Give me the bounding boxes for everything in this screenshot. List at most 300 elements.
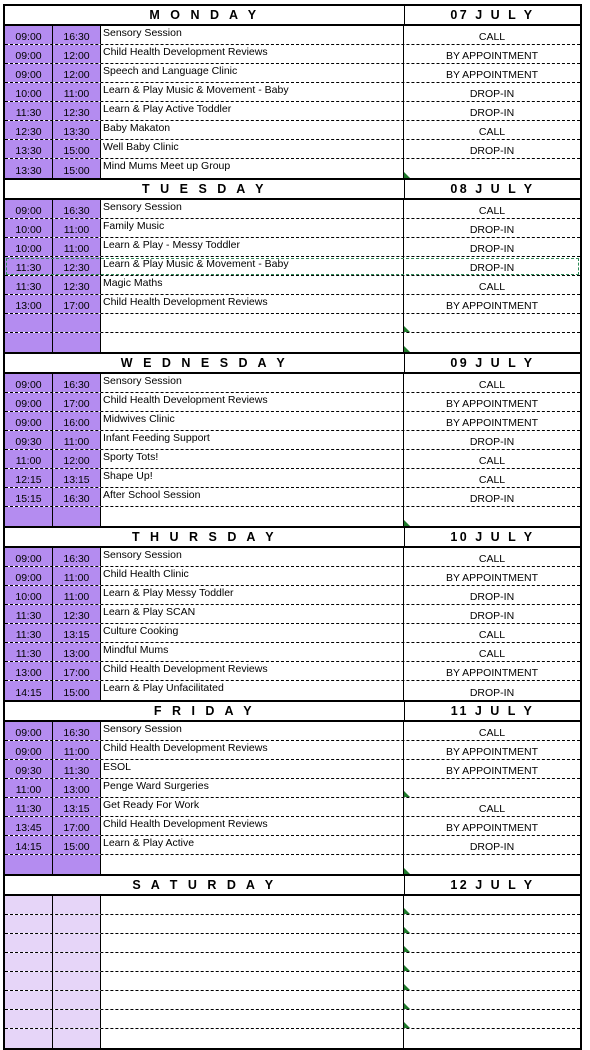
- end-time-cell[interactable]: [53, 798, 101, 816]
- booking-cell[interactable]: [404, 934, 580, 952]
- start-time-cell[interactable]: [5, 121, 53, 139]
- start-time-cell[interactable]: [5, 836, 53, 854]
- activity-cell-text: Mindful Mums: [103, 644, 169, 656]
- booking-cell[interactable]: [404, 605, 580, 623]
- activity-cell[interactable]: [101, 741, 404, 759]
- end-time-cell[interactable]: [53, 722, 101, 740]
- booking-cell[interactable]: [404, 798, 580, 816]
- start-time-cell[interactable]: [5, 953, 53, 971]
- day-date[interactable]: 12 J U L Y: [450, 878, 535, 892]
- end-time-cell[interactable]: [53, 760, 101, 778]
- end-time-cell-text: 13:15: [63, 803, 90, 815]
- activity-cell[interactable]: [101, 64, 404, 82]
- start-time-cell-text: 09:00: [15, 379, 42, 391]
- start-time-cell-text: 11:30: [15, 803, 42, 815]
- end-time-cell[interactable]: [53, 140, 101, 158]
- schedule-row: [5, 779, 580, 798]
- booking-cell-text: BY APPOINTMENT: [446, 50, 538, 62]
- booking-cell-text: DROP-IN: [469, 591, 515, 603]
- booking-cell[interactable]: [404, 624, 580, 642]
- schedule-row: [5, 1029, 580, 1048]
- booking-cell[interactable]: [404, 643, 580, 661]
- schedule-row: [5, 934, 580, 953]
- activity-cell[interactable]: [101, 896, 404, 914]
- end-time-cell[interactable]: [53, 681, 101, 700]
- end-time-cell[interactable]: [53, 200, 101, 218]
- end-time-cell[interactable]: [53, 26, 101, 44]
- booking-cell-text: CALL: [478, 803, 506, 815]
- activity-cell-text: After School Session: [103, 489, 201, 501]
- end-time-cell-text: 11:00: [63, 436, 90, 448]
- start-time-cell-text: 11:30: [15, 629, 42, 641]
- start-time-cell-text: 09:00: [15, 205, 42, 217]
- booking-cell[interactable]: [404, 681, 580, 700]
- start-time-cell[interactable]: [5, 412, 53, 430]
- activity-cell-text: Child Health Development Reviews: [103, 742, 268, 754]
- booking-cell-text: CALL: [478, 126, 506, 138]
- end-time-cell[interactable]: [53, 567, 101, 585]
- start-time-cell-text: 09:00: [15, 746, 42, 758]
- booking-cell[interactable]: [404, 488, 580, 506]
- end-time-cell[interactable]: [53, 896, 101, 914]
- booking-cell[interactable]: [404, 779, 580, 797]
- schedule-row: [5, 295, 580, 314]
- schedule-row: [5, 953, 580, 972]
- start-time-cell[interactable]: [5, 624, 53, 642]
- booking-cell[interactable]: [404, 548, 580, 566]
- activity-cell-text: Get Ready For Work: [103, 799, 200, 811]
- end-time-cell[interactable]: [53, 83, 101, 101]
- schedule-row: [5, 159, 580, 178]
- start-time-cell[interactable]: [5, 374, 53, 392]
- start-time-cell-text: 09:00: [15, 69, 42, 81]
- booking-cell[interactable]: [404, 257, 580, 275]
- end-time-cell[interactable]: [53, 159, 101, 178]
- end-time-cell-text: 11:00: [63, 224, 90, 236]
- activity-cell-text: Learn & Play Music & Movement - Baby: [103, 258, 289, 270]
- start-time-cell[interactable]: [5, 469, 53, 487]
- end-time-cell[interactable]: [53, 469, 101, 487]
- booking-cell[interactable]: [404, 431, 580, 449]
- start-time-cell[interactable]: [5, 450, 53, 468]
- activity-cell[interactable]: [101, 450, 404, 468]
- activity-cell[interactable]: [101, 412, 404, 430]
- booking-cell[interactable]: [404, 567, 580, 585]
- cell-comment-flag-icon: [404, 1003, 410, 1009]
- booking-cell[interactable]: [404, 295, 580, 313]
- end-time-cell-text: 15:00: [63, 841, 90, 853]
- start-time-cell[interactable]: [5, 586, 53, 604]
- start-time-cell[interactable]: [5, 257, 53, 275]
- day-date[interactable]: 10 J U L Y: [450, 530, 535, 544]
- activity-cell[interactable]: [101, 314, 404, 332]
- end-time-cell[interactable]: [53, 934, 101, 952]
- start-time-cell[interactable]: [5, 681, 53, 700]
- booking-cell[interactable]: [404, 159, 580, 178]
- booking-cell-text: CALL: [478, 31, 506, 43]
- start-time-cell[interactable]: [5, 200, 53, 218]
- end-time-cell-text: 12:00: [63, 69, 90, 81]
- activity-cell[interactable]: [101, 488, 404, 506]
- end-time-cell[interactable]: [53, 102, 101, 120]
- start-time-cell[interactable]: [5, 333, 53, 352]
- booking-cell[interactable]: [404, 507, 580, 526]
- start-time-cell[interactable]: [5, 219, 53, 237]
- start-time-cell-text: 10:00: [15, 224, 42, 236]
- activity-cell[interactable]: [101, 276, 404, 294]
- cell-comment-flag-icon: [404, 965, 410, 971]
- day-header: [5, 702, 580, 722]
- activity-cell[interactable]: [101, 469, 404, 487]
- activity-cell[interactable]: [101, 140, 404, 158]
- cell-comment-flag-icon: [404, 172, 410, 178]
- activity-cell[interactable]: [101, 1029, 404, 1048]
- end-time-cell[interactable]: [53, 431, 101, 449]
- activity-cell[interactable]: [101, 722, 404, 740]
- end-time-cell[interactable]: [53, 121, 101, 139]
- activity-cell[interactable]: [101, 238, 404, 256]
- booking-cell[interactable]: [404, 140, 580, 158]
- start-time-cell[interactable]: [5, 915, 53, 933]
- activity-cell[interactable]: [101, 102, 404, 120]
- day-name[interactable]: T H U R S D A Y: [5, 528, 405, 546]
- cell-comment-flag-icon: [404, 1022, 410, 1028]
- cell-comment-flag-icon: [404, 927, 410, 933]
- activity-cell-text: Midwives Clinic: [103, 413, 175, 425]
- activity-cell-text: Shape Up!: [103, 470, 153, 482]
- start-time-cell-text: 15:15: [15, 493, 42, 505]
- end-time-cell[interactable]: [53, 817, 101, 835]
- schedule-row: [5, 393, 580, 412]
- start-time-cell[interactable]: [5, 314, 53, 332]
- start-time-cell[interactable]: [5, 140, 53, 158]
- activity-cell[interactable]: [101, 295, 404, 313]
- activity-cell-text: Learn & Play Unfacilitated: [103, 682, 224, 694]
- schedule-row: [5, 219, 580, 238]
- day-name[interactable]: M O N D A Y: [5, 6, 405, 24]
- schedule-row: [5, 643, 580, 662]
- start-time-cell[interactable]: [5, 741, 53, 759]
- schedule-row: [5, 836, 580, 855]
- booking-cell[interactable]: [404, 760, 580, 778]
- activity-cell[interactable]: [101, 431, 404, 449]
- booking-cell[interactable]: [404, 741, 580, 759]
- booking-cell[interactable]: [404, 586, 580, 604]
- start-time-cell[interactable]: [5, 83, 53, 101]
- start-time-cell[interactable]: [5, 972, 53, 990]
- end-time-cell[interactable]: [53, 488, 101, 506]
- activity-cell[interactable]: [101, 991, 404, 1009]
- day-date[interactable]: 07 J U L Y: [450, 8, 535, 22]
- end-time-cell[interactable]: [53, 855, 101, 874]
- start-time-cell[interactable]: [5, 507, 53, 526]
- activity-cell[interactable]: [101, 605, 404, 623]
- booking-cell[interactable]: [404, 855, 580, 874]
- day-name[interactable]: F R I D A Y: [5, 702, 405, 720]
- end-time-cell[interactable]: [53, 450, 101, 468]
- start-time-cell[interactable]: [5, 45, 53, 63]
- end-time-cell[interactable]: [53, 219, 101, 237]
- day-name[interactable]: S A T U R D A Y: [5, 876, 405, 894]
- start-time-cell-text: 09:00: [15, 31, 42, 43]
- booking-cell[interactable]: [404, 26, 580, 44]
- activity-cell[interactable]: [101, 953, 404, 971]
- activity-cell-text: Sensory Session: [103, 723, 182, 735]
- day-date[interactable]: 11 J U L Y: [450, 704, 535, 718]
- end-time-cell[interactable]: [53, 333, 101, 352]
- schedule-row: [5, 276, 580, 295]
- end-time-cell-text: 11:30: [63, 765, 90, 777]
- end-time-cell[interactable]: [53, 257, 101, 275]
- end-time-cell[interactable]: [53, 548, 101, 566]
- end-time-cell[interactable]: [53, 643, 101, 661]
- start-time-cell[interactable]: [5, 1010, 53, 1028]
- start-time-cell[interactable]: [5, 934, 53, 952]
- activity-cell[interactable]: [101, 83, 404, 101]
- booking-cell[interactable]: [404, 953, 580, 971]
- activity-cell[interactable]: [101, 934, 404, 952]
- booking-cell[interactable]: [404, 393, 580, 411]
- booking-cell[interactable]: [404, 450, 580, 468]
- schedule-row: [5, 488, 580, 507]
- activity-cell-text: Sensory Session: [103, 27, 182, 39]
- start-time-cell[interactable]: [5, 722, 53, 740]
- start-time-cell[interactable]: [5, 605, 53, 623]
- end-time-cell[interactable]: [53, 972, 101, 990]
- activity-cell[interactable]: [101, 681, 404, 700]
- activity-cell[interactable]: [101, 1010, 404, 1028]
- start-time-cell[interactable]: [5, 295, 53, 313]
- activity-cell[interactable]: [101, 915, 404, 933]
- activity-cell[interactable]: [101, 45, 404, 63]
- booking-cell[interactable]: [404, 200, 580, 218]
- booking-cell-text: DROP-IN: [469, 107, 515, 119]
- end-time-cell[interactable]: [53, 915, 101, 933]
- start-time-cell[interactable]: [5, 26, 53, 44]
- booking-cell[interactable]: [404, 45, 580, 63]
- activity-cell[interactable]: [101, 586, 404, 604]
- start-time-cell[interactable]: [5, 102, 53, 120]
- booking-cell[interactable]: [404, 333, 580, 352]
- end-time-cell-text: 11:00: [63, 88, 90, 100]
- activity-cell[interactable]: [101, 760, 404, 778]
- day-date[interactable]: 09 J U L Y: [450, 356, 535, 370]
- start-time-cell[interactable]: [5, 1029, 53, 1048]
- start-time-cell[interactable]: [5, 991, 53, 1009]
- booking-cell[interactable]: [404, 238, 580, 256]
- activity-cell[interactable]: [101, 257, 404, 275]
- booking-cell[interactable]: [404, 469, 580, 487]
- end-time-cell[interactable]: [53, 991, 101, 1009]
- end-time-cell[interactable]: [53, 64, 101, 82]
- end-time-cell-text: 16:30: [63, 553, 90, 565]
- booking-cell-text: BY APPOINTMENT: [446, 300, 538, 312]
- end-time-cell[interactable]: [53, 605, 101, 623]
- activity-cell[interactable]: [101, 779, 404, 797]
- day-header: [5, 180, 580, 200]
- schedule-row: [5, 64, 580, 83]
- start-time-cell[interactable]: [5, 896, 53, 914]
- booking-cell[interactable]: [404, 817, 580, 835]
- end-time-cell[interactable]: [53, 1010, 101, 1028]
- activity-cell[interactable]: [101, 200, 404, 218]
- activity-cell-text: Magic Maths: [103, 277, 163, 289]
- booking-cell-text: DROP-IN: [469, 687, 515, 699]
- schedule-row: [5, 741, 580, 760]
- cell-comment-flag-icon: [404, 984, 410, 990]
- activity-cell[interactable]: [101, 817, 404, 835]
- start-time-cell[interactable]: [5, 779, 53, 797]
- start-time-cell[interactable]: [5, 548, 53, 566]
- activity-cell-text: Culture Cooking: [103, 625, 179, 637]
- start-time-cell[interactable]: [5, 393, 53, 411]
- end-time-cell[interactable]: [53, 836, 101, 854]
- end-time-cell-text: 12:30: [63, 262, 90, 274]
- start-time-cell[interactable]: [5, 798, 53, 816]
- start-time-cell[interactable]: [5, 431, 53, 449]
- start-time-cell-text: 13:30: [15, 165, 42, 177]
- booking-cell[interactable]: [404, 276, 580, 294]
- booking-cell[interactable]: [404, 219, 580, 237]
- booking-cell-text: DROP-IN: [469, 841, 515, 853]
- activity-cell-text: Family Music: [103, 220, 165, 232]
- start-time-cell[interactable]: [5, 567, 53, 585]
- day-date[interactable]: 08 J U L Y: [450, 182, 535, 196]
- start-time-cell-text: 11:30: [15, 281, 42, 293]
- start-time-cell-text: 12:30: [15, 126, 42, 138]
- activity-cell[interactable]: [101, 219, 404, 237]
- booking-cell[interactable]: [404, 1029, 580, 1048]
- activity-cell[interactable]: [101, 159, 404, 178]
- schedule-row: [5, 855, 580, 874]
- activity-cell[interactable]: [101, 643, 404, 661]
- booking-cell-text: BY APPOINTMENT: [446, 822, 538, 834]
- booking-cell[interactable]: [404, 896, 580, 914]
- activity-cell[interactable]: [101, 798, 404, 816]
- end-time-cell[interactable]: [53, 393, 101, 411]
- booking-cell[interactable]: [404, 412, 580, 430]
- activity-cell-text: Learn & Play SCAN: [103, 606, 196, 618]
- end-time-cell[interactable]: [53, 1029, 101, 1048]
- schedule-row: [5, 333, 580, 352]
- activity-cell-text: Learn & Play Active: [103, 837, 195, 849]
- end-time-cell-text: 11:00: [63, 746, 90, 758]
- activity-cell-text: Baby Makaton: [103, 122, 171, 134]
- day-block: [5, 876, 580, 1048]
- start-time-cell[interactable]: [5, 817, 53, 835]
- booking-cell[interactable]: [404, 991, 580, 1009]
- activity-cell[interactable]: [101, 972, 404, 990]
- start-time-cell[interactable]: [5, 662, 53, 680]
- booking-cell[interactable]: [404, 915, 580, 933]
- start-time-cell[interactable]: [5, 643, 53, 661]
- booking-cell[interactable]: [404, 314, 580, 332]
- start-time-cell-text: 13:00: [15, 300, 42, 312]
- end-time-cell[interactable]: [53, 586, 101, 604]
- booking-cell[interactable]: [404, 102, 580, 120]
- end-time-cell[interactable]: [53, 624, 101, 642]
- end-time-cell[interactable]: [53, 779, 101, 797]
- activity-cell[interactable]: [101, 333, 404, 352]
- booking-cell[interactable]: [404, 836, 580, 854]
- activity-cell[interactable]: [101, 624, 404, 642]
- end-time-cell-text: 16:30: [63, 493, 90, 505]
- activity-cell[interactable]: [101, 662, 404, 680]
- activity-cell[interactable]: [101, 374, 404, 392]
- booking-cell-text: CALL: [478, 455, 506, 467]
- schedule-row: [5, 722, 580, 741]
- booking-cell-text: CALL: [478, 281, 506, 293]
- start-time-cell[interactable]: [5, 64, 53, 82]
- start-time-cell[interactable]: [5, 238, 53, 256]
- end-time-cell[interactable]: [53, 276, 101, 294]
- activity-cell-text: Child Health Development Reviews: [103, 296, 268, 308]
- schedule-row: [5, 548, 580, 567]
- activity-cell[interactable]: [101, 26, 404, 44]
- day-name[interactable]: W E D N E S D A Y: [5, 354, 405, 372]
- end-time-cell[interactable]: [53, 314, 101, 332]
- booking-cell[interactable]: [404, 374, 580, 392]
- booking-cell[interactable]: [404, 83, 580, 101]
- end-time-cell-text: 11:00: [63, 572, 90, 584]
- start-time-cell-text: 09:00: [15, 727, 42, 739]
- day-name[interactable]: T U E S D A Y: [5, 180, 405, 198]
- booking-cell[interactable]: [404, 1010, 580, 1028]
- start-time-cell[interactable]: [5, 276, 53, 294]
- activity-cell[interactable]: [101, 507, 404, 526]
- end-time-cell[interactable]: [53, 374, 101, 392]
- end-time-cell[interactable]: [53, 295, 101, 313]
- end-time-cell-text: 13:00: [63, 784, 90, 796]
- activity-cell-text: Sporty Tots!: [103, 451, 159, 463]
- activity-cell[interactable]: [101, 855, 404, 874]
- end-time-cell[interactable]: [53, 45, 101, 63]
- schedule-row: [5, 681, 580, 700]
- booking-cell[interactable]: [404, 64, 580, 82]
- end-time-cell[interactable]: [53, 507, 101, 526]
- end-time-cell[interactable]: [53, 412, 101, 430]
- activity-cell[interactable]: [101, 393, 404, 411]
- day-header: [5, 876, 580, 896]
- end-time-cell[interactable]: [53, 662, 101, 680]
- schedule-row: [5, 662, 580, 681]
- start-time-cell[interactable]: [5, 760, 53, 778]
- end-time-cell-text: 12:00: [63, 455, 90, 467]
- end-time-cell[interactable]: [53, 953, 101, 971]
- activity-cell-text: Learn & Play Active Toddler: [103, 103, 232, 115]
- schedule-row: [5, 972, 580, 991]
- start-time-cell[interactable]: [5, 855, 53, 874]
- end-time-cell-text: 11:00: [63, 243, 90, 255]
- activity-cell[interactable]: [101, 836, 404, 854]
- start-time-cell[interactable]: [5, 159, 53, 178]
- start-time-cell-text: 12:15: [15, 474, 42, 486]
- booking-cell[interactable]: [404, 972, 580, 990]
- schedule-row: [5, 26, 580, 45]
- booking-cell[interactable]: [404, 121, 580, 139]
- activity-cell[interactable]: [101, 121, 404, 139]
- end-time-cell[interactable]: [53, 741, 101, 759]
- schedule-row: [5, 817, 580, 836]
- end-time-cell[interactable]: [53, 238, 101, 256]
- activity-cell[interactable]: [101, 567, 404, 585]
- start-time-cell[interactable]: [5, 488, 53, 506]
- end-time-cell-text: 16:30: [63, 31, 90, 43]
- booking-cell[interactable]: [404, 722, 580, 740]
- activity-cell[interactable]: [101, 548, 404, 566]
- booking-cell[interactable]: [404, 662, 580, 680]
- booking-cell-text: CALL: [478, 474, 506, 486]
